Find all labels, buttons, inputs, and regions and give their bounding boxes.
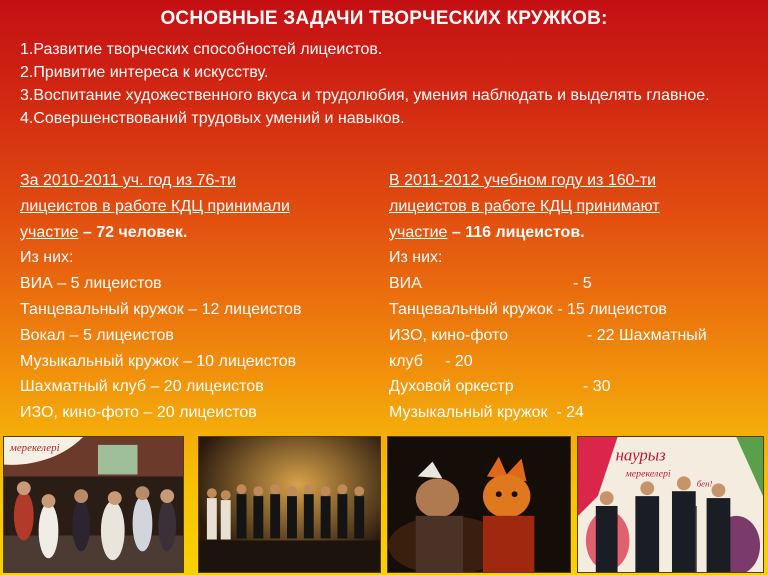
banner-subtitle: мерекелері (625, 468, 671, 480)
photo-nauryz (577, 436, 764, 573)
task-item: 4.Совершенствований трудовых умений и навыков. (20, 110, 405, 127)
club-item: ВИА – 5 лицеистов (20, 275, 162, 293)
banner-text: мерекелері (9, 441, 60, 454)
intro-line: лицеистов в работе КДЦ принимали (20, 197, 290, 215)
club-count: - 22 Шахматный (587, 326, 707, 344)
slide-title: ОСНОВНЫЕ ЗАДАЧИ ТВОРЧЕСКИХ КРУЖКОВ: (160, 8, 608, 29)
intro-line: В 2011-2012 учебном году из 160-ти (389, 172, 657, 189)
club-item: Музыкальный кружок - 24 (389, 404, 584, 422)
club-item (389, 374, 759, 400)
photo-dance (3, 436, 184, 573)
club-item (389, 271, 759, 297)
intro-line (389, 220, 759, 246)
club-item: Танцевальный кружок - 15 лицеистов (389, 300, 667, 318)
club-item: клуб - 20 (389, 352, 473, 370)
club-count: - 30 (583, 378, 611, 396)
intro-line: За 2010-2011 уч. год из 76-ти (20, 172, 236, 189)
intro-line (20, 220, 375, 246)
total-participants: – 72 человек. (78, 223, 188, 241)
club-item: Вокал – 5 лицеистов (20, 326, 174, 344)
intro-word: участие (389, 223, 448, 241)
club-name: ИЗО, кино-фото (389, 326, 509, 344)
stats-2011-2012 (389, 168, 759, 426)
photo-choir (198, 436, 381, 573)
intro-line: лицеистов в работе КДЦ принимают (389, 197, 660, 215)
task-item: 1.Развитие творческих способностей лицеистов. (20, 41, 383, 58)
total-participants: – 116 лицеистов. (447, 223, 585, 241)
banner-title: наурыз (615, 445, 666, 465)
club-item: Музыкальный кружок – 10 лицеистов (20, 352, 297, 370)
club-name: Духовой оркестр (389, 378, 514, 396)
photo-strip (0, 436, 768, 575)
intro-word: участие (20, 223, 79, 241)
of-them-label: Из них: (20, 249, 74, 267)
club-item: ИЗО, кино-фото – 20 лицеистов (20, 404, 257, 422)
banner-tail: бен! (696, 478, 713, 489)
club-item (389, 323, 759, 349)
stats-2010-2011 (20, 168, 375, 426)
task-item: 3.Воспитание художественного вкуса и трудолюбия, умения наблюдать и выделять главное. (20, 87, 710, 104)
club-count: - 5 (573, 275, 592, 293)
photo-costume (387, 436, 571, 573)
club-item: Шахматный клуб – 20 лицеистов (20, 378, 264, 396)
of-them-label: Из них: (389, 249, 443, 267)
tasks-list (20, 38, 740, 130)
task-item: 2.Привитие интереса к искусству. (20, 64, 269, 81)
club-item: Танцевальный кружок – 12 лицеистов (20, 300, 302, 318)
club-name: ВИА (389, 275, 422, 293)
